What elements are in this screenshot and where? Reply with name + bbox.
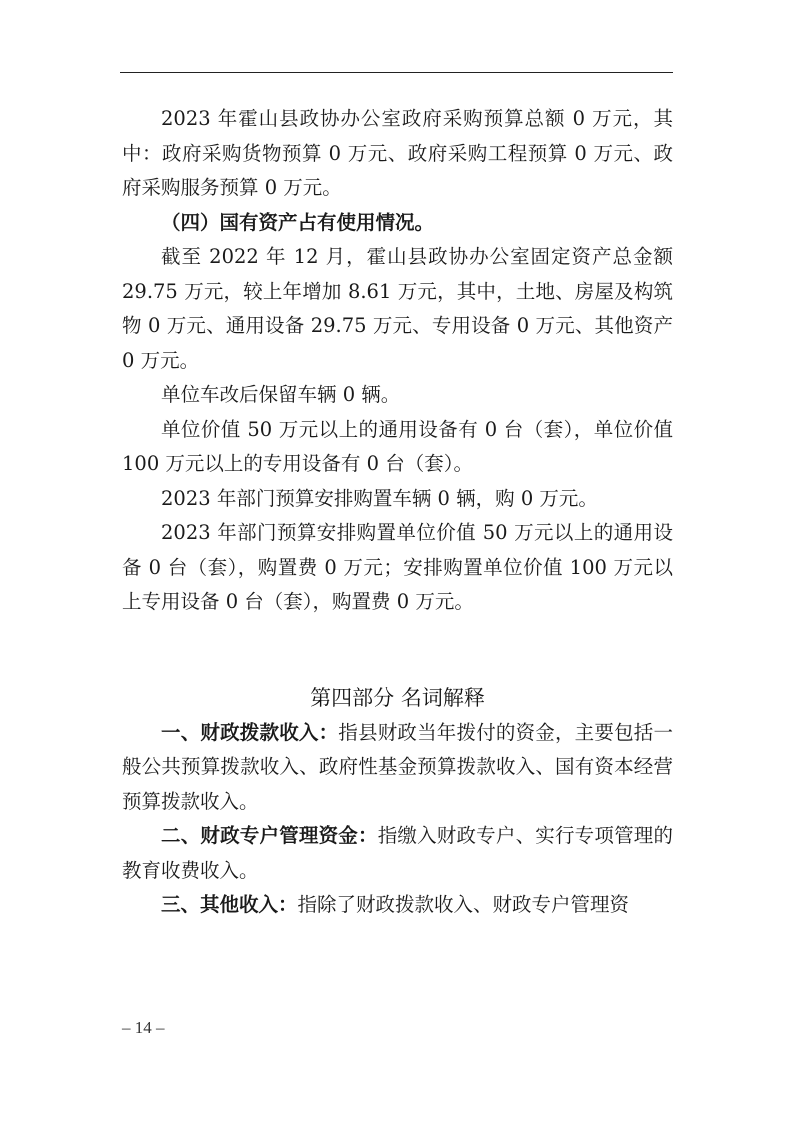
term-definition: 指县财政当年拨付的资金，主要包括一般公共预算拨款收入、政府性基金预算拨款收入、国有资本经营预算拨款收入。 (122, 720, 673, 813)
subheading-assets: （四）国有资产占有使用情况。 (161, 210, 435, 234)
equipment-paragraph: 单位价值 50 万元以上的通用设备有 0 台（套），单位价值 100 万元以上的专用设备有 0 台（套）。 (122, 417, 673, 475)
term-label: 三、其他收入： (161, 893, 298, 916)
page-body (122, 102, 673, 923)
term-item (122, 888, 673, 923)
equipment-purchase-paragraph: 2023 年部门预算安排购置单位价值 50 万元以上的通用设备 0 台（套），购置费 0 万元；安排购置单位价值 100 万元以上专用设备 0 台（套），购置费 0 万元。 (122, 521, 673, 613)
term-definition: 指除了财政拨款收入、财政专户管理资 (297, 893, 630, 916)
term-item (122, 716, 673, 820)
procurement-paragraph: 2023 年霍山县政协办公室政府采购预算总额 0 万元，其中：政府采购货物预算 0 万元、政府采购工程预算 0 万元、政府采购服务预算 0 万元。 (122, 107, 673, 199)
term-item (122, 819, 673, 888)
term-label: 一、财政拨款收入： (161, 720, 339, 744)
vehicle-purchase-paragraph: 2023 年部门预算安排购置车辆 0 辆，购 0 万元。 (161, 486, 598, 510)
header-rule (120, 72, 673, 73)
term-definition: 指缴入财政专户、实行专项管理的教育收费收入。 (122, 824, 673, 882)
term-label: 二、财政专户管理资金： (161, 824, 378, 847)
section-title: 第四部分 名词解释 (310, 685, 485, 710)
page-number: – 14 – (122, 1018, 165, 1037)
vehicles-paragraph: 单位车改后保留车辆 0 辆。 (161, 383, 401, 406)
assets-paragraph: 截至 2022 年 12 月，霍山县政协办公室固定资产总金额 29.75 万元，较上年增加 8.61 万元，其中，土地、房屋及构筑物 0 万元、通用设备 29.75 万元、专用设备 0 万元、其他资产 0 万元。 (122, 245, 673, 372)
